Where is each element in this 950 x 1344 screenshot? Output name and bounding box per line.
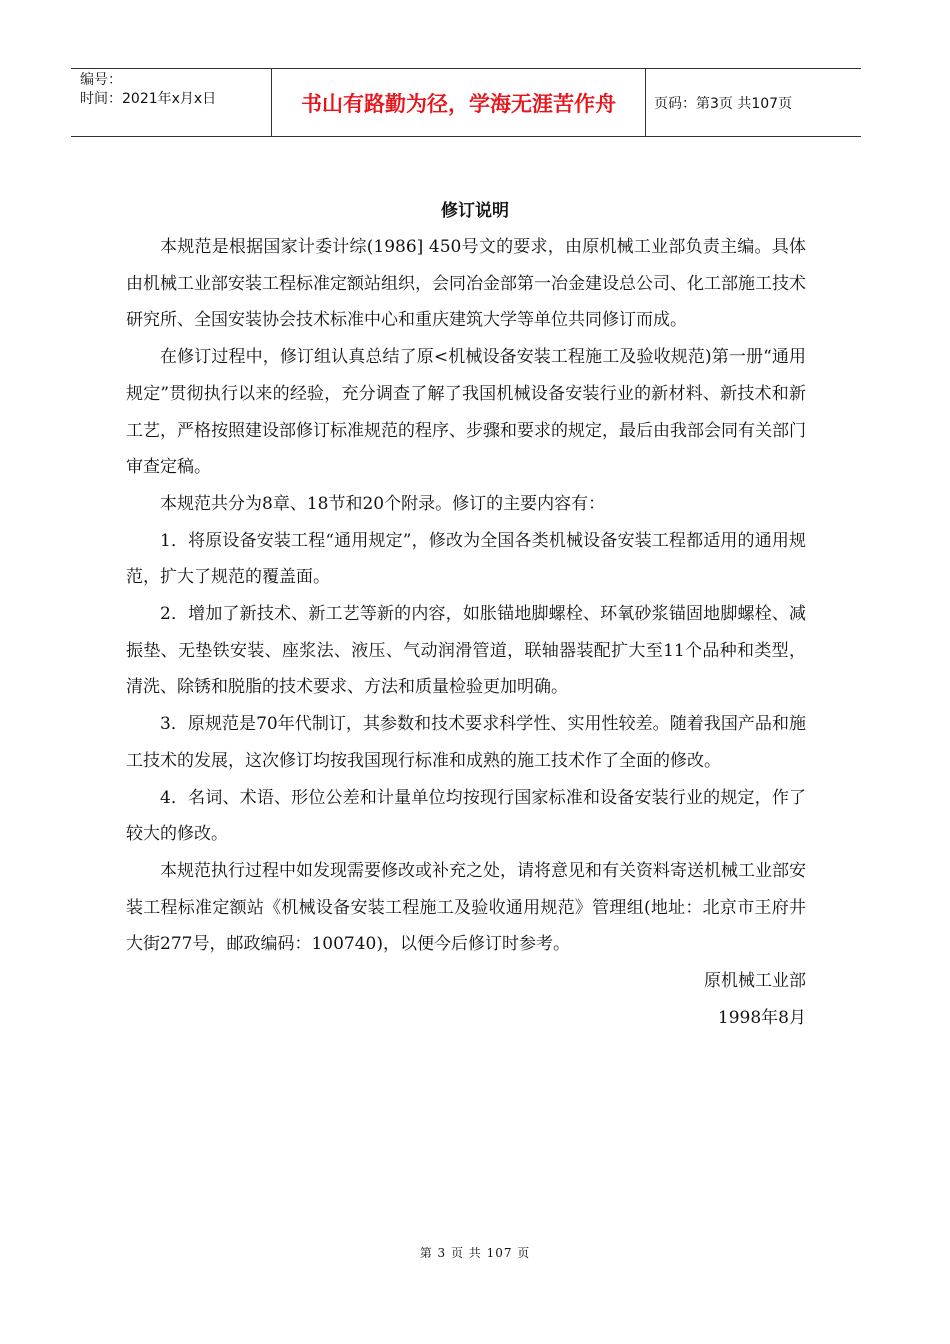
page-header <box>71 68 861 137</box>
page-footer: 第 3 页 共 107 页 <box>419 1246 531 1260</box>
paragraph: 4．名词、术语、形位公差和计量单位均按现行国家标准和设备安装行业的规定，作了较大的修改。 <box>126 787 806 845</box>
signature-date: 1998年8月 <box>717 1007 806 1028</box>
document-number-label: 编号： <box>80 72 122 88</box>
paragraph: 在修订过程中，修订组认真总结了原<机械设备安装工程施工及验收规范)第一册“通用规定”贯彻执行以来的经验，充分调查了解了我国机械设备安装行业的新材料、新技术和新工艺，严格按照建设部修订标准规范的程序、步骤和要求的规定，最后由我部会同有关部门审查定稿。 <box>126 347 806 478</box>
signature: 原机械工业部 <box>704 971 806 992</box>
paragraph: 本规范是根据国家计委计综(1986] 450号文的要求，由原机械工业部负责主编。具体由机械工业部安装工程标准定额站组织，会同冶金部第一冶金建设总公司、化工部施工技术研究所、全国安装协会技术标准中心和重庆建筑大学等单位共同修订而成。 <box>126 237 806 331</box>
paragraph: 2．增加了新技术、新工艺等新的内容，如胀锚地脚螺栓、环氧砂浆锚固地脚螺栓、减振垫、无垫铁安装、座浆法、液压、气动润滑管道，联轴器装配扩大至11个品种和类型，清洗、除锈和脱脂的技术要求、方法和质量检验更加明确。 <box>126 604 806 698</box>
document-body <box>126 229 806 1036</box>
paragraph: 本规范共分为8章、18节和20个附录。修订的主要内容有： <box>160 493 606 514</box>
header-meta <box>71 69 272 136</box>
document-title: 修订说明 <box>441 201 509 221</box>
document-time: 时间：2021年x月x日 <box>80 91 217 107</box>
paragraph: 本规范执行过程中如发现需要修改或补充之处，请将意见和有关资料寄送机械工业部安装工程标准定额站《机械设备安装工程施工及验收通用规范》管理组(地址：北京市王府井大街277号，邮政编码：100740)，以便今后修订时参考。 <box>126 860 806 955</box>
header-page-info: 页码：第3页 共107页 <box>654 95 793 112</box>
paragraph: 1．将原设备安装工程“通用规定”，修改为全国各类机械设备安装工程都适用的通用规范，扩大了规范的覆盖面。 <box>126 530 806 588</box>
paragraph: 3．原规范是70年代制订，其参数和技术要求科学性、实用性较差。随着我国产品和施工技术的发展，这次修订均按我国现行标准和成熟的施工技术作了全面的修改。 <box>126 714 806 771</box>
header-motto: 书山有路勤为径，学海无涯苦作舟 <box>272 69 646 136</box>
